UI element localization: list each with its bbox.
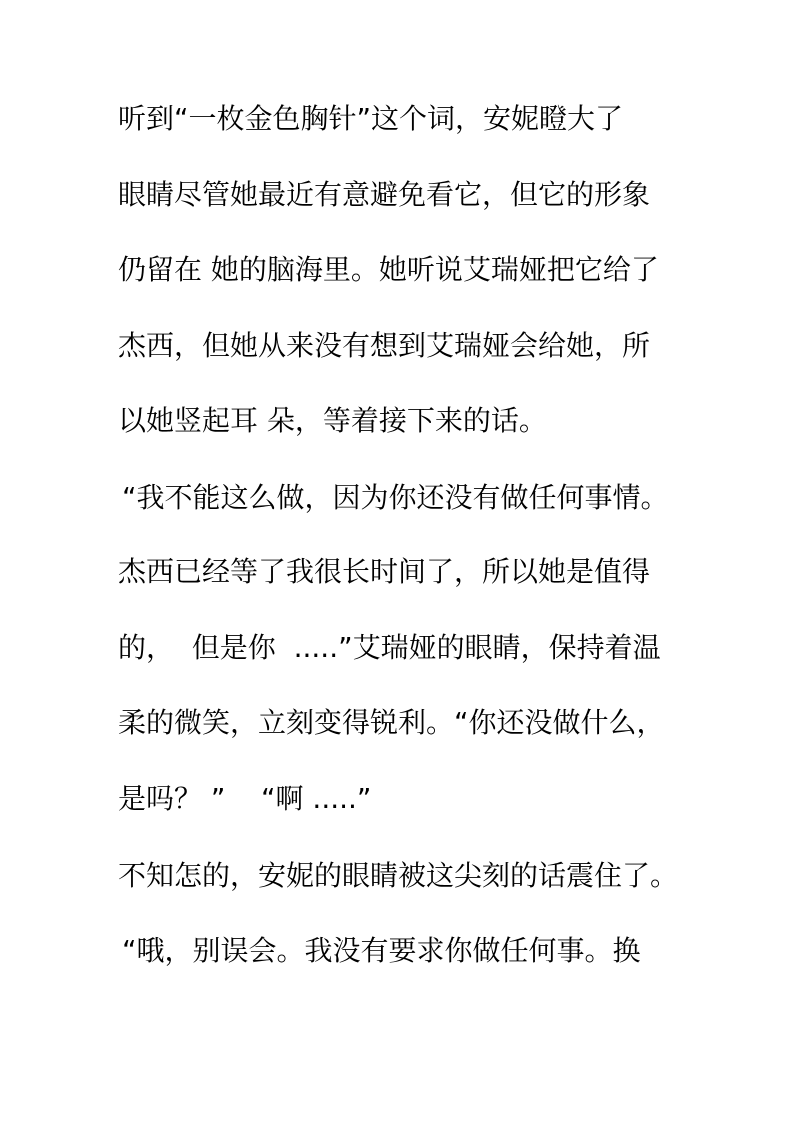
text-line: 眼睛尽管她最近有意避免看它，但它的形象 bbox=[118, 178, 651, 211]
text-line: 的， 但是你 .....”艾瑞娅的眼睛，保持着温 bbox=[118, 631, 661, 664]
text-line: 听到“一枚金色胸针”这个词，安妮瞪大了 bbox=[118, 102, 624, 135]
text-line: 杰西已经等了我很长时间了，所以她是值得 bbox=[118, 555, 651, 588]
text-line: 杰西，但她从来没有想到艾瑞娅会给她，所 bbox=[118, 329, 651, 362]
text-line: 仍留在 她的脑海里。她听说艾瑞娅把它给了 bbox=[118, 253, 659, 286]
text-line: 以她竖起耳 朵，等着接下来的话。 bbox=[118, 404, 547, 437]
text-line: 是吗？ ” “啊 .....” bbox=[118, 782, 372, 815]
text-line: 不知怎的，安妮的眼睛被这尖刻的话震住了。 bbox=[118, 859, 679, 892]
text-line: “我不能这么做，因为你还没有做任何事情。 bbox=[122, 481, 669, 514]
text-line: “哦，别误会。我没有要求你做任何事。换 bbox=[122, 934, 641, 967]
text-line: 柔的微笑，立刻变得锐利。“你还没做什么， bbox=[118, 706, 665, 739]
